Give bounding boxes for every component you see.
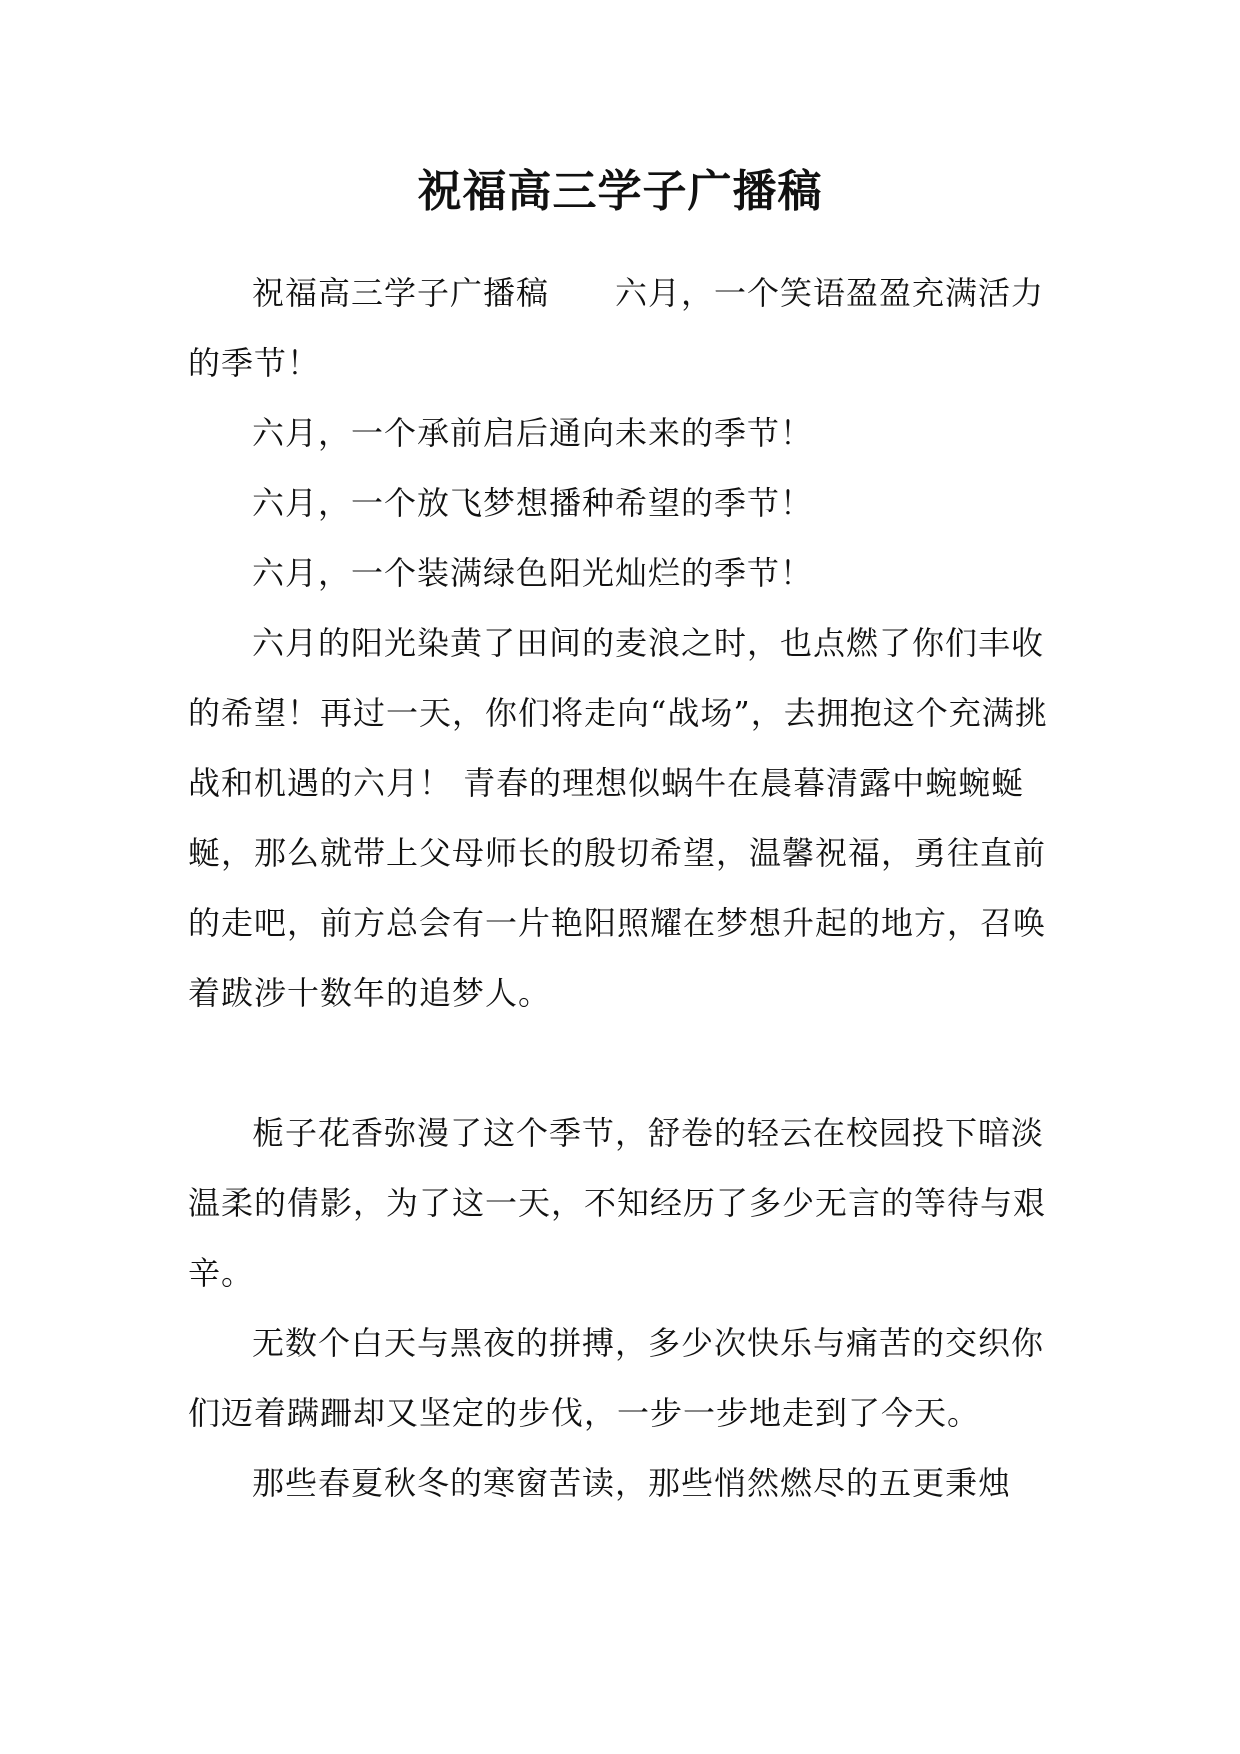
paragraph-4: 六月，一个装满绿色阳光灿烂的季节！	[252, 554, 814, 592]
paragraph-2: 六月，一个承前启后通向未来的季节！	[252, 414, 814, 452]
paragraph-6: 栀子花香弥漫了这个季节，舒卷的轻云在校园投下暗淡温柔的倩影，为了这一天，不知经历了多少无言的等待与艰辛。	[188, 1114, 1047, 1292]
document-body	[188, 258, 1054, 1518]
document-title: 祝福高三学子广播稿	[417, 166, 823, 217]
paragraph-5: 六月的阳光染黄了田间的麦浪之时，也点燃了你们丰收的希望！再过一天，你们将走向“战场”，去拥抱这个充满挑战和机遇的六月！ 青春的理想似蜗牛在晨暮清露中蜿蜿蜒蜒，那么就带上父母师长的殷切希望，温馨祝福，勇往直前的走吧，前方总会有一片艳阳照耀在梦想升起的地方，召唤着跋涉十数年的追梦人。	[188, 624, 1048, 1012]
paragraph-1: 祝福高三学子广播稿 六月，一个笑语盈盈充满活力的季节！	[188, 274, 1045, 382]
paragraph-7: 无数个白天与黑夜的拼搏，多少次快乐与痛苦的交织你们迈着蹒跚却又坚定的步伐，一步一步地走到了今天。	[188, 1324, 1045, 1432]
paragraph-8: 那些春夏秋冬的寒窗苦读，那些悄然燃尽的五更秉烛	[252, 1464, 1012, 1502]
paragraph-gap	[188, 1028, 1054, 1098]
paragraph-3: 六月，一个放飞梦想播种希望的季节！	[252, 484, 814, 522]
